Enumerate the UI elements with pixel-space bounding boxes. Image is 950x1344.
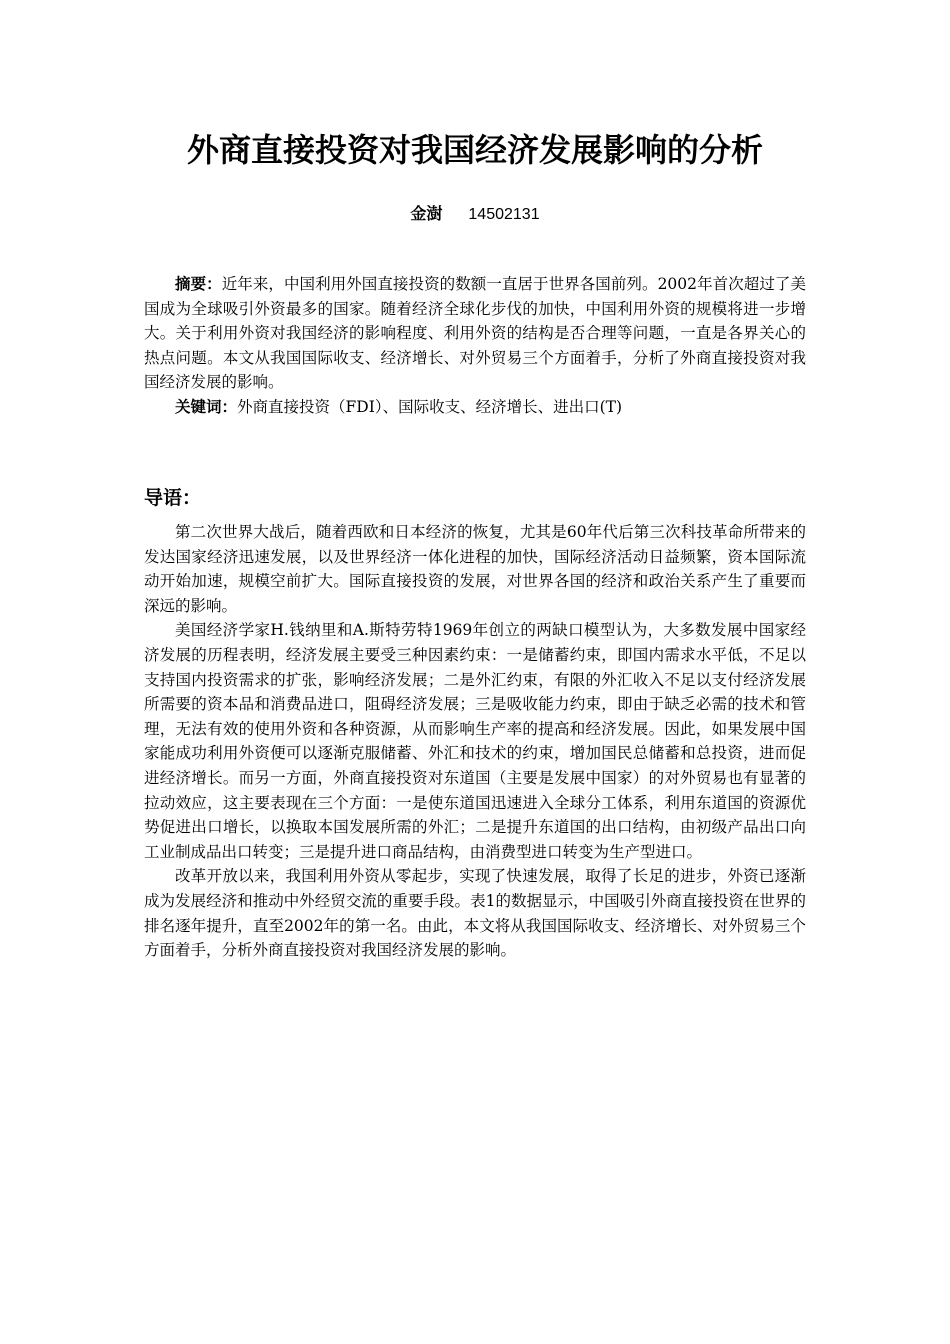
- introduction-section: [144, 520, 806, 963]
- introduction-heading: 导语：: [144, 487, 202, 509]
- keywords-text: 外商直接投资（FDI）、国际收支、经济增长、进出口(T): [237, 397, 623, 416]
- student-id: 14502131: [468, 206, 540, 223]
- intro-paragraph-2: 美国经济学家H.钱纳里和A.斯特劳特1969年创立的两缺口模型认为，大多数发展中国家经济发展的历程表明，经济发展主要受三种因素约束：一是储蓄约束，即国内需求水平低，不足以支持国内投资需求的扩张，影响经济发展；二是外汇约束，有限的外汇收入不足以支付经济发展所需要的资本品和消费品进口，阻碍经济发展；三是吸收能力约束，即由于缺乏必需的技术和管理，无法有效的使用外资和各种资源，从而影响生产率的提高和经济发展。因此，如果发展中国家能成功利用外资便可以逐渐克服储蓄、外汇和技术的约束，增加国民总储蓄和总投资，进而促进经济增长。而另一方面，外商直接投资对东道国（主要是发展中国家）的对外贸易也有显著的拉动效应，这主要表现在三个方面：一是使东道国迅速进入全球分工体系，利用东道国的资源优势促进出口增长，以换取本国发展所需的外汇；二是提升东道国的出口结构，由初级产品出口向工业制成品出口转变；三是提升进口商品结构，由消费型进口转变为生产型进口。: [144, 621, 806, 861]
- abstract-label: 摘要：: [175, 275, 222, 293]
- abstract-paragraph: [144, 272, 806, 395]
- document-title: 外商直接投资对我国经济发展影响的分析: [186, 131, 763, 169]
- abstract-text: 近年来，中国利用外国直接投资的数额一直居于世界各国前列。2002年首次超过了美国成为全球吸引外资最多的国家。随着经济全球化步伐的加快，中国利用外资的规模将进一步增大。关于利用外资对我国经济的影响程度、利用外资的结构是否合理等问题，一直是各界关心的热点问题。本文从我国国际收支、经济增长、对外贸易三个方面着手，分析了外商直接投资对我国经济发展的影响。: [144, 275, 806, 392]
- author-line: [0, 201, 950, 228]
- abstract-section: [144, 272, 806, 420]
- keywords-paragraph: [144, 395, 806, 420]
- author-name: 金澍: [410, 204, 443, 223]
- intro-paragraph-3: 改革开放以来，我国利用外资从零起步，实现了快速发展，取得了长足的进步，外资已逐渐成为发展经济和推动中外经贸交流的重要手段。表1的数据显示，中国吸引外商直接投资在世界的排名逐年提升，直至2002年的第一名。由此，本文将从我国国际收支、经济增长、对外贸易三个方面着手，分析外商直接投资对我国经济发展的影响。: [144, 867, 806, 960]
- intro-paragraph-1: 第二次世界大战后，随着西欧和日本经济的恢复，尤其是60年代后第三次科技革命所带来的发达国家经济迅速发展，以及世界经济一体化进程的加快，国际经济活动日益频繁，资本国际流动开始加速，规模空前扩大。国际直接投资的发展，对世界各国的经济和政治关系产生了重要而深远的影响。: [144, 523, 806, 615]
- keywords-label: 关键词：: [175, 397, 238, 416]
